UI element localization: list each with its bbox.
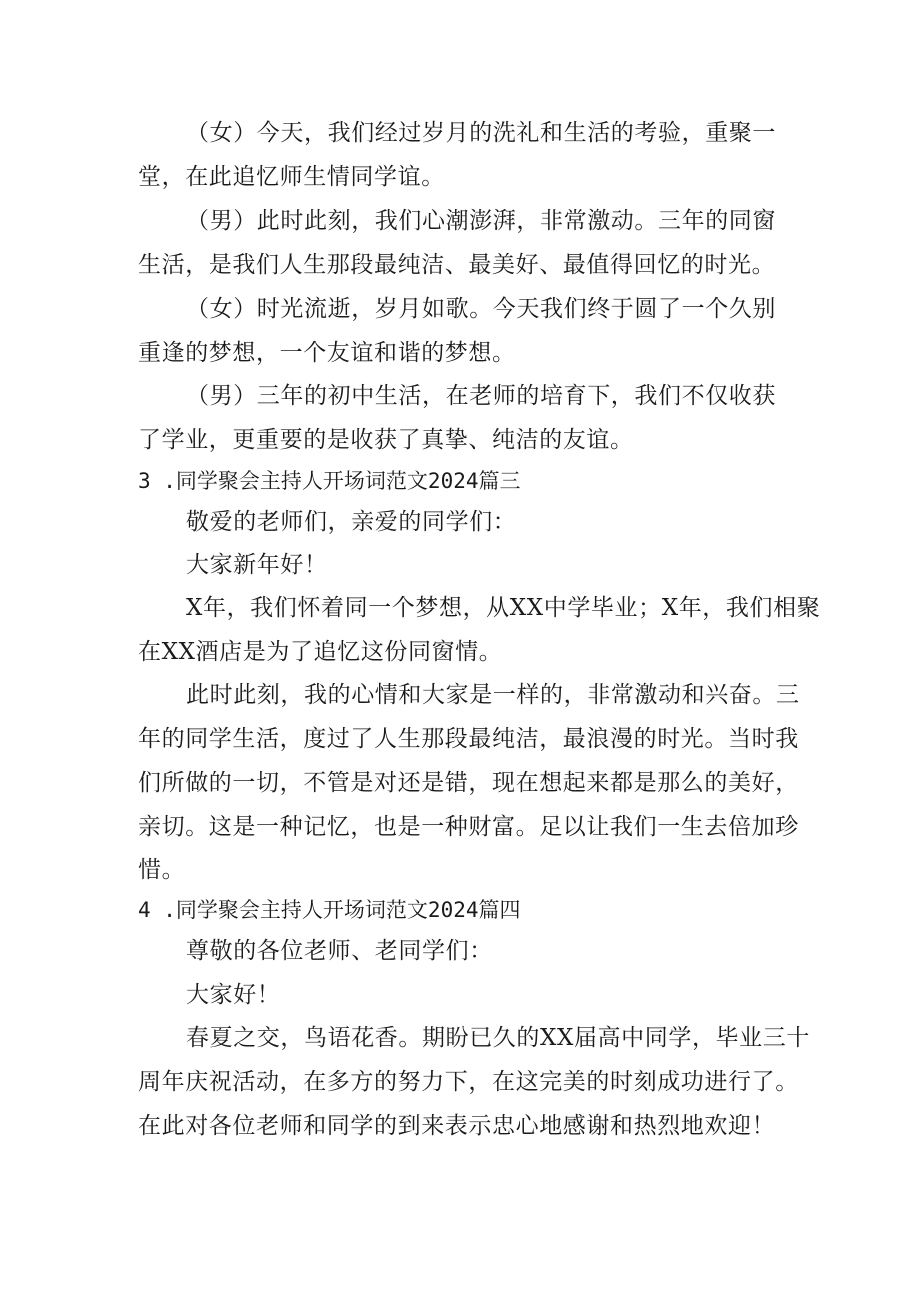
salutation-line: 敬爱的老师们，亲爱的同学们： (186, 509, 517, 535)
paragraph-line: 堂，在此追忆师生情同学谊。 (138, 164, 445, 190)
paragraph-line: （男）三年的初中生活，在老师的培育下，我们不仅收获 (186, 383, 776, 409)
paragraph-line: 惜。 (138, 857, 186, 883)
paragraph-line: 们所做的一切，不管是对还是错，现在想起来都是那么的美好， (138, 770, 799, 796)
paragraph-line: 春夏之交，鸟语花香。期盼已久的XX届高中同学，毕业三十 (186, 1025, 810, 1051)
paragraph-line: 了学业，更重要的是收获了真挚、纯洁的友谊。 (138, 427, 634, 453)
paragraph-line: X年，我们怀着同一个梦想，从XX中学毕业；X年，我们相聚 (186, 595, 821, 621)
section-heading: 3 .同学聚会主持人开场词范文2024篇三 (138, 469, 521, 493)
paragraph-line: 在XX酒店是为了追忆这份同窗情。 (138, 639, 503, 665)
paragraph-line: 重逢的梦想，一个友谊和谐的梦想。 (138, 340, 516, 366)
paragraph-line: 在此对各位老师和同学的到来表示忠心地感谢和热烈地欢迎！ (138, 1113, 776, 1139)
paragraph-line: 亲切。这是一种记忆，也是一种财富。足以让我们一生去倍加珍 (138, 814, 799, 840)
paragraph-line: （女）今天，我们经过岁月的洗礼和生活的考验，重聚一 (186, 120, 776, 146)
paragraph-line: 周年庆祝活动，在多方的努力下，在这完美的时刻成功进行了。 (138, 1069, 799, 1095)
paragraph-line: 此时此刻，我的心情和大家是一样的，非常激动和兴奋。三 (186, 682, 800, 708)
greeting-line: 大家新年好！ (186, 552, 328, 578)
greeting-line: 大家好！ (186, 982, 281, 1008)
paragraph-line: （男）此时此刻，我们心潮澎湃，非常激动。三年的同窗 (186, 208, 776, 234)
salutation-line: 尊敬的各位老师、老同学们： (186, 938, 493, 964)
section-heading: 4 .同学聚会主持人开场词范文2024篇四 (138, 898, 521, 922)
paragraph-line: 生活，是我们人生那段最纯洁、最美好、最值得回忆的时光。 (138, 252, 776, 278)
paragraph-line: （女）时光流逝，岁月如歌。今天我们终于圆了一个久别 (186, 296, 776, 322)
paragraph-line: 年的同学生活，度过了人生那段最纯洁，最浪漫的时光。当时我 (138, 726, 799, 752)
